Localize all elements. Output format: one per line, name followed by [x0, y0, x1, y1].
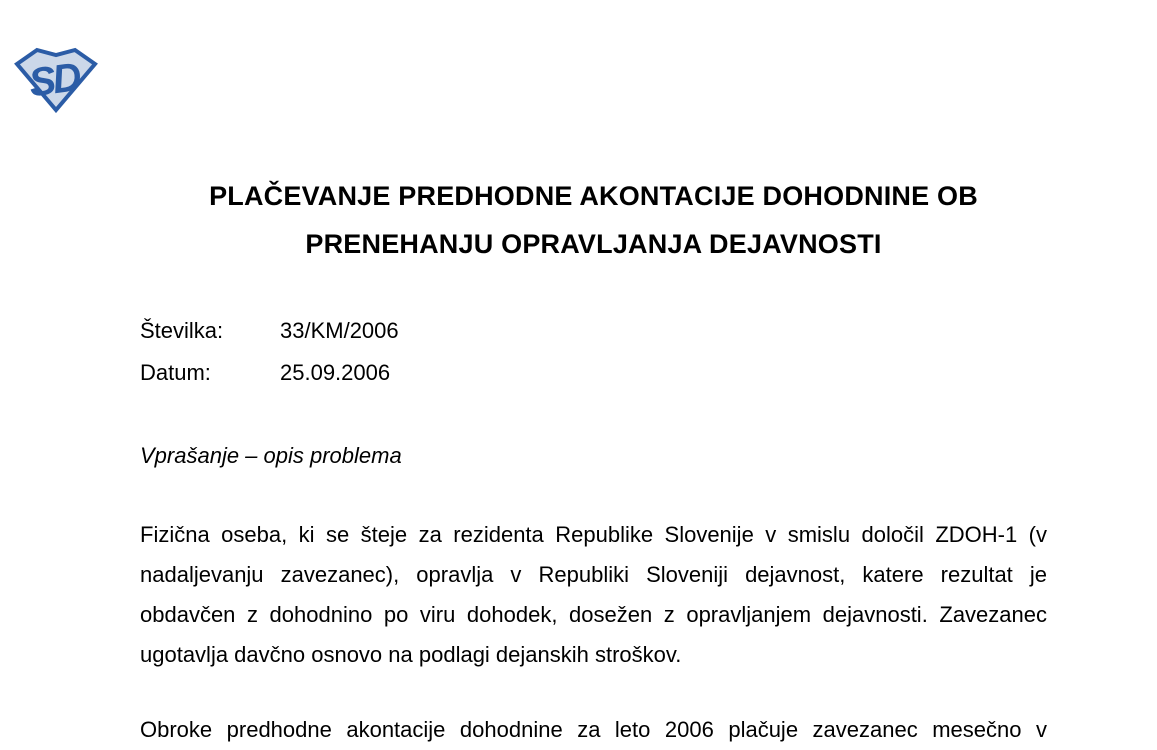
meta-row-number: [140, 310, 399, 352]
document-meta: [140, 310, 399, 394]
meta-label-number: Številka:: [140, 318, 224, 343]
meta-value-number: 33/KM/2006: [280, 318, 399, 343]
document-title-line-2: PRENEHANJU OPRAVLJANJA DEJAVNOSTI: [305, 229, 882, 259]
paragraph-line: obdavčen z dohodnino po viru dohodek, dosežen z opravljanjem dejavnosti. Zavezanec: [140, 602, 1047, 627]
paragraph-line: Fizična oseba, ki se šteje za rezidenta Republike Slovenije v smislu določil ZDOH-1 (v: [140, 522, 1047, 547]
sd-logo-letters: SD: [26, 55, 82, 106]
body-paragraph-1: [140, 515, 1047, 675]
body-paragraph-2: [140, 710, 1047, 750]
section-heading-question: Vprašanje – opis problema: [140, 443, 402, 468]
paragraph-line: ugotavlja davčno osnovo na podlagi dejanskih stroškov.: [140, 642, 682, 667]
meta-row-date: [140, 352, 399, 394]
paragraph-line: Obroke predhodne akontacije dohodnine za leto 2006 plačuje zavezanec mesečno v: [140, 717, 1047, 742]
meta-value-date: 25.09.2006: [280, 360, 391, 385]
meta-label-date: Datum:: [140, 360, 211, 385]
document-title-line-1: PLAČEVANJE PREDHODNE AKONTACIJE DOHODNINE OB: [209, 181, 978, 211]
paragraph-line: nadaljevanju zavezanec), opravlja v Republiki Sloveniji dejavnost, katere rezultat je: [140, 562, 1047, 587]
sd-logo-icon: [14, 47, 98, 113]
document-title: [140, 172, 1047, 268]
